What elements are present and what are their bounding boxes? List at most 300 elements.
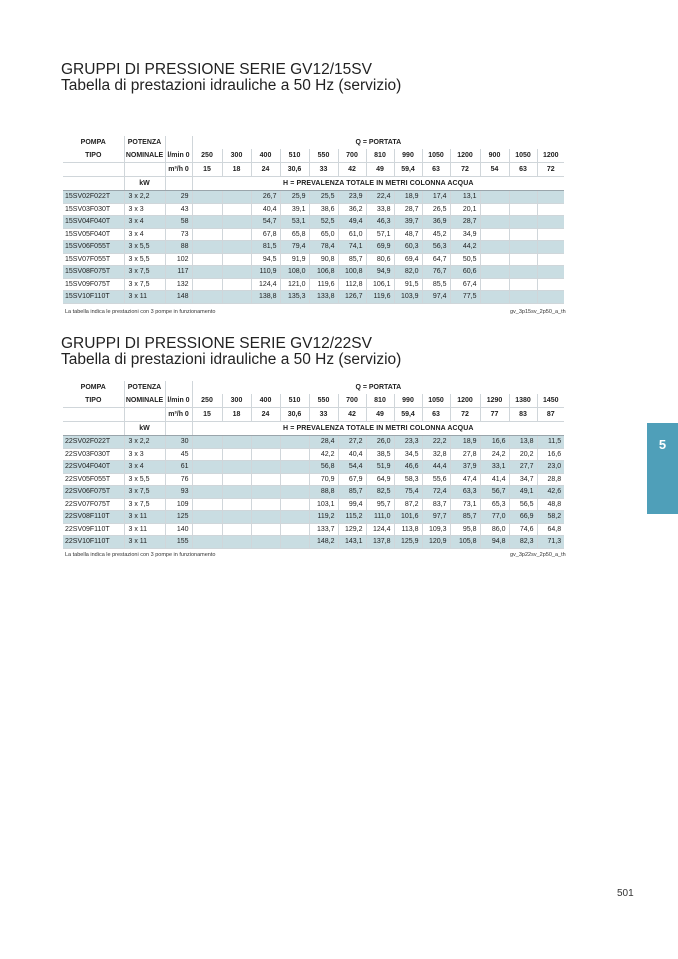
table-row (63, 436, 564, 449)
head-value: 72,4 (422, 486, 450, 499)
flow-lmin: 510 (280, 394, 309, 408)
flow-m3h: 24 (251, 163, 280, 177)
flow-m3h: 30,6 (280, 163, 309, 177)
model-code: 15SV05F040T (63, 228, 124, 241)
head-value: 28,4 (309, 436, 338, 449)
head-at-zero: 93 (165, 486, 192, 499)
flow-lmin: 900 (480, 149, 509, 163)
model-code: 15SV10F110T (63, 291, 124, 304)
flow-lmin: 1380 (509, 394, 537, 408)
head-value: 125,9 (394, 536, 422, 549)
head-value: 76,7 (422, 266, 450, 279)
head-value: 85,5 (422, 278, 450, 291)
head-value: 66,9 (509, 511, 537, 524)
header-row-m3h (63, 408, 564, 422)
table-row (63, 498, 564, 511)
head-value: 56,3 (422, 241, 450, 254)
power-value: 3 x 5,5 (124, 253, 165, 266)
header-row-1 (63, 136, 564, 149)
head-value: 28,8 (537, 473, 564, 486)
flow-m3h: 49 (366, 163, 394, 177)
head-value (192, 241, 222, 254)
table-row (63, 473, 564, 486)
head-value: 17,4 (422, 191, 450, 204)
head-value: 52,5 (309, 216, 338, 229)
flow-m3h: 49 (366, 408, 394, 422)
head-at-zero: 117 (165, 266, 192, 279)
head-value: 64,7 (422, 253, 450, 266)
head-value: 60,3 (394, 241, 422, 254)
col-empty (165, 177, 192, 191)
head-value: 63,3 (450, 486, 480, 499)
col-portata: Q = PORTATA (192, 381, 564, 394)
power-value: 3 x 5,5 (124, 473, 165, 486)
col-empty (165, 136, 192, 149)
head-value: 74,1 (338, 241, 366, 254)
head-value: 39,7 (394, 216, 422, 229)
head-value: 133,8 (309, 291, 338, 304)
head-value (222, 278, 251, 291)
model-code: 15SV09F075T (63, 278, 124, 291)
head-value (480, 228, 509, 241)
flow-lmin: 990 (394, 394, 422, 408)
head-value: 126,7 (338, 291, 366, 304)
header-row-units (63, 422, 564, 436)
head-value: 44,4 (422, 461, 450, 474)
power-value: 3 x 3 (124, 448, 165, 461)
head-value: 137,8 (366, 536, 394, 549)
head-value: 28,7 (394, 203, 422, 216)
header-row-units (63, 177, 564, 191)
flow-lmin: 250 (192, 149, 222, 163)
section1-code: gv_3p15sv_2p50_a_th (510, 309, 566, 315)
head-at-zero: 76 (165, 473, 192, 486)
col-empty (124, 408, 165, 422)
head-value: 50,5 (450, 253, 480, 266)
head-at-zero: 132 (165, 278, 192, 291)
head-value (509, 203, 537, 216)
head-value: 26,5 (422, 203, 450, 216)
head-value: 23,3 (394, 436, 422, 449)
flow-m3h: 83 (509, 408, 537, 422)
flow-lmin: 400 (251, 149, 280, 163)
head-value: 26,0 (366, 436, 394, 449)
head-value: 95,7 (366, 498, 394, 511)
head-value (280, 511, 309, 524)
head-value (280, 536, 309, 549)
head-value: 34,5 (394, 448, 422, 461)
power-value: 3 x 11 (124, 511, 165, 524)
head-value: 41,4 (480, 473, 509, 486)
head-value (222, 498, 251, 511)
head-value: 83,7 (422, 498, 450, 511)
flow-m3h: 72 (537, 163, 564, 177)
head-value: 47,4 (450, 473, 480, 486)
head-value: 23,0 (537, 461, 564, 474)
head-value (537, 278, 564, 291)
flow-lmin: 250 (192, 394, 222, 408)
head-value (192, 216, 222, 229)
head-value: 74,6 (509, 523, 537, 536)
power-value: 3 x 3 (124, 203, 165, 216)
head-value (537, 203, 564, 216)
head-value: 60,6 (450, 266, 480, 279)
model-code: 22SV04F040T (63, 461, 124, 474)
head-value: 82,0 (394, 266, 422, 279)
head-value: 99,4 (338, 498, 366, 511)
header-row-lmin (63, 149, 564, 163)
head-at-zero: 73 (165, 228, 192, 241)
head-value: 78,4 (309, 241, 338, 254)
head-value: 65,3 (480, 498, 509, 511)
flow-m3h: 63 (509, 163, 537, 177)
head-value: 22,4 (366, 191, 394, 204)
flow-m3h: 30,6 (280, 408, 309, 422)
head-value: 42,2 (309, 448, 338, 461)
model-code: 22SV06F075T (63, 486, 124, 499)
power-value: 3 x 11 (124, 291, 165, 304)
head-value (222, 216, 251, 229)
head-value (222, 511, 251, 524)
head-value (192, 266, 222, 279)
flow-m3h: 24 (251, 408, 280, 422)
performance-table-22sv (63, 381, 564, 549)
table-row (63, 216, 564, 229)
head-value: 48,8 (537, 498, 564, 511)
head-value: 27,2 (338, 436, 366, 449)
flow-lmin: 810 (366, 394, 394, 408)
head-value: 32,8 (422, 448, 450, 461)
flow-m3h: 42 (338, 163, 366, 177)
header-row-lmin (63, 394, 564, 408)
section1-subtitle: Tabella di prestazioni idrauliche a 50 Hz (servizio) (61, 77, 402, 94)
head-value: 67,4 (450, 278, 480, 291)
head-value: 36,2 (338, 203, 366, 216)
performance-table-15sv (63, 136, 564, 304)
head-value (192, 486, 222, 499)
head-value: 82,3 (509, 536, 537, 549)
head-value: 18,9 (450, 436, 480, 449)
head-value: 55,6 (422, 473, 450, 486)
head-value (222, 228, 251, 241)
head-value: 95,8 (450, 523, 480, 536)
head-value: 133,7 (309, 523, 338, 536)
head-value: 94,5 (251, 253, 280, 266)
head-value: 124,4 (366, 523, 394, 536)
head-value (251, 461, 280, 474)
model-code: 22SV03F030T (63, 448, 124, 461)
flow-lmin: 550 (309, 394, 338, 408)
head-value: 69,9 (366, 241, 394, 254)
head-value: 24,2 (480, 448, 509, 461)
head-value: 70,9 (309, 473, 338, 486)
col-portata: Q = PORTATA (192, 136, 564, 149)
head-value: 67,8 (251, 228, 280, 241)
head-value: 38,6 (309, 203, 338, 216)
head-value (480, 203, 509, 216)
flow-lmin: 1200 (450, 394, 480, 408)
table-row (63, 253, 564, 266)
head-value: 110,9 (251, 266, 280, 279)
head-value (280, 486, 309, 499)
col-empty (165, 381, 192, 394)
head-value: 88,8 (309, 486, 338, 499)
head-value (509, 191, 537, 204)
head-value (480, 266, 509, 279)
head-value: 34,7 (509, 473, 537, 486)
head-value: 124,4 (251, 278, 280, 291)
prevalenza-label: H = PREVALENZA TOTALE IN METRI COLONNA ACQUA (192, 422, 564, 436)
head-value: 97,7 (422, 511, 450, 524)
head-value: 64,9 (366, 473, 394, 486)
head-value (192, 498, 222, 511)
head-value: 71,3 (537, 536, 564, 549)
model-code: 15SV06F055T (63, 241, 124, 254)
col-empty (63, 408, 124, 422)
flow-lmin: 550 (309, 149, 338, 163)
flow-lmin: 1290 (480, 394, 509, 408)
head-value: 115,2 (338, 511, 366, 524)
header-row-m3h (63, 163, 564, 177)
head-value: 28,7 (450, 216, 480, 229)
head-value (280, 523, 309, 536)
head-value: 85,7 (450, 511, 480, 524)
model-code: 22SV08F110T (63, 511, 124, 524)
model-code: 15SV07F055T (63, 253, 124, 266)
head-value (480, 191, 509, 204)
power-value: 3 x 11 (124, 523, 165, 536)
head-value (222, 291, 251, 304)
table-row (63, 536, 564, 549)
head-value (192, 511, 222, 524)
head-value: 73,1 (450, 498, 480, 511)
flow-lmin: 1050 (422, 394, 450, 408)
head-value (480, 253, 509, 266)
flow-m3h: 15 (192, 163, 222, 177)
head-value (480, 278, 509, 291)
head-value: 40,4 (338, 448, 366, 461)
head-value: 42,6 (537, 486, 564, 499)
unit-m3h: m³/h 0 (165, 163, 192, 177)
head-value (251, 448, 280, 461)
model-code: 22SV09F110T (63, 523, 124, 536)
head-value: 13,1 (450, 191, 480, 204)
section1-note: La tabella indica le prestazioni con 3 pompe in funzionamento (65, 309, 216, 315)
power-value: 3 x 7,5 (124, 278, 165, 291)
head-value: 94,9 (366, 266, 394, 279)
col-empty (63, 177, 124, 191)
chapter-number: 5 (658, 437, 667, 452)
head-value: 40,4 (251, 203, 280, 216)
head-value: 49,1 (509, 486, 537, 499)
head-value: 80,6 (366, 253, 394, 266)
head-value: 37,9 (450, 461, 480, 474)
col-pompa: POMPA (80, 139, 106, 146)
power-value: 3 x 7,5 (124, 498, 165, 511)
power-value: 3 x 7,5 (124, 486, 165, 499)
head-value (192, 203, 222, 216)
head-at-zero: 88 (165, 241, 192, 254)
head-value: 51,9 (366, 461, 394, 474)
power-value: 3 x 4 (124, 228, 165, 241)
head-value: 106,1 (366, 278, 394, 291)
head-value (192, 436, 222, 449)
head-value: 120,9 (422, 536, 450, 549)
head-value: 87,2 (394, 498, 422, 511)
flow-lmin: 810 (366, 149, 394, 163)
head-value (251, 436, 280, 449)
head-value: 91,9 (280, 253, 309, 266)
flow-lmin: 1050 (422, 149, 450, 163)
power-value: 3 x 5,5 (124, 241, 165, 254)
col-empty (124, 163, 165, 177)
head-value: 109,3 (422, 523, 450, 536)
table-row (63, 228, 564, 241)
head-value (222, 448, 251, 461)
table-row (63, 291, 564, 304)
head-value: 97,4 (422, 291, 450, 304)
head-value (480, 241, 509, 254)
head-value: 67,9 (338, 473, 366, 486)
flow-lmin: 300 (222, 149, 251, 163)
head-value: 20,1 (450, 203, 480, 216)
head-value (222, 436, 251, 449)
flow-m3h: 42 (338, 408, 366, 422)
head-value: 27,7 (509, 461, 537, 474)
head-value: 112,8 (338, 278, 366, 291)
page-number: 501 (617, 888, 634, 899)
head-value: 138,8 (251, 291, 280, 304)
head-value: 16,6 (480, 436, 509, 449)
head-value: 18,9 (394, 191, 422, 204)
head-value: 90,8 (309, 253, 338, 266)
unit-kw: kW (124, 422, 165, 436)
power-value: 3 x 4 (124, 461, 165, 474)
head-value (537, 241, 564, 254)
head-value: 33,8 (366, 203, 394, 216)
head-value: 121,0 (280, 278, 309, 291)
head-value (480, 291, 509, 304)
head-value: 119,6 (309, 278, 338, 291)
head-value (222, 461, 251, 474)
head-value (192, 461, 222, 474)
col-potenza: POTENZA (124, 136, 165, 149)
head-value: 65,0 (309, 228, 338, 241)
unit-lmin: l/min 0 (165, 394, 192, 408)
head-value: 11,5 (537, 436, 564, 449)
head-value: 85,7 (338, 486, 366, 499)
head-value (222, 253, 251, 266)
col-tipo: TIPO (63, 394, 124, 408)
head-value (192, 191, 222, 204)
flow-m3h: 33 (309, 408, 338, 422)
table-row (63, 203, 564, 216)
head-value: 48,7 (394, 228, 422, 241)
head-value (222, 266, 251, 279)
head-value: 56,7 (480, 486, 509, 499)
head-value (509, 278, 537, 291)
head-value (509, 228, 537, 241)
head-value (192, 523, 222, 536)
flow-m3h: 72 (450, 408, 480, 422)
head-value (192, 448, 222, 461)
head-value: 38,5 (366, 448, 394, 461)
head-value (537, 266, 564, 279)
head-value: 25,5 (309, 191, 338, 204)
flow-m3h: 72 (450, 163, 480, 177)
flow-lmin: 1450 (537, 394, 564, 408)
head-value: 108,0 (280, 266, 309, 279)
col-empty (165, 422, 192, 436)
flow-m3h: 63 (422, 163, 450, 177)
section2-subtitle: Tabella di prestazioni idrauliche a 50 Hz (servizio) (61, 351, 402, 368)
head-value (280, 436, 309, 449)
section2-note: La tabella indica le prestazioni con 3 pompe in funzionamento (65, 552, 216, 558)
flow-lmin: 300 (222, 394, 251, 408)
head-value: 64,8 (537, 523, 564, 536)
head-value (222, 486, 251, 499)
flow-m3h: 59,4 (394, 408, 422, 422)
head-value: 91,5 (394, 278, 422, 291)
head-value: 86,0 (480, 523, 509, 536)
head-value: 23,9 (338, 191, 366, 204)
flow-lmin: 400 (251, 394, 280, 408)
header-row-1 (63, 381, 564, 394)
flow-m3h: 77 (480, 408, 509, 422)
head-value: 135,3 (280, 291, 309, 304)
head-value: 36,9 (422, 216, 450, 229)
model-code: 22SV02F022T (63, 436, 124, 449)
table-row (63, 486, 564, 499)
section2-code: gv_3p22sv_2p50_a_th (510, 552, 566, 558)
head-value: 106,8 (309, 266, 338, 279)
head-value (509, 291, 537, 304)
head-value: 34,9 (450, 228, 480, 241)
power-value: 3 x 2,2 (124, 436, 165, 449)
head-at-zero: 155 (165, 536, 192, 549)
head-at-zero: 29 (165, 191, 192, 204)
head-value: 82,5 (366, 486, 394, 499)
head-value (280, 498, 309, 511)
table-row (63, 511, 564, 524)
head-value: 58,3 (394, 473, 422, 486)
head-value: 94,8 (480, 536, 509, 549)
head-value (509, 266, 537, 279)
head-value: 56,8 (309, 461, 338, 474)
head-value (537, 291, 564, 304)
power-value: 3 x 2,2 (124, 191, 165, 204)
head-value (192, 473, 222, 486)
head-at-zero: 58 (165, 216, 192, 229)
head-value: 85,7 (338, 253, 366, 266)
head-value (509, 253, 537, 266)
head-at-zero: 30 (165, 436, 192, 449)
col-nominale: NOMINALE (124, 394, 165, 408)
head-value: 54,7 (251, 216, 280, 229)
table-row (63, 461, 564, 474)
model-code: 22SV07F075T (63, 498, 124, 511)
model-code: 15SV08F075T (63, 266, 124, 279)
col-pompa: POMPA (80, 384, 106, 391)
head-value (537, 216, 564, 229)
head-value: 45,2 (422, 228, 450, 241)
head-value: 46,3 (366, 216, 394, 229)
head-value (192, 291, 222, 304)
head-value: 143,1 (338, 536, 366, 549)
head-value: 65,8 (280, 228, 309, 241)
flow-lmin: 1050 (509, 149, 537, 163)
head-value: 81,5 (251, 241, 280, 254)
